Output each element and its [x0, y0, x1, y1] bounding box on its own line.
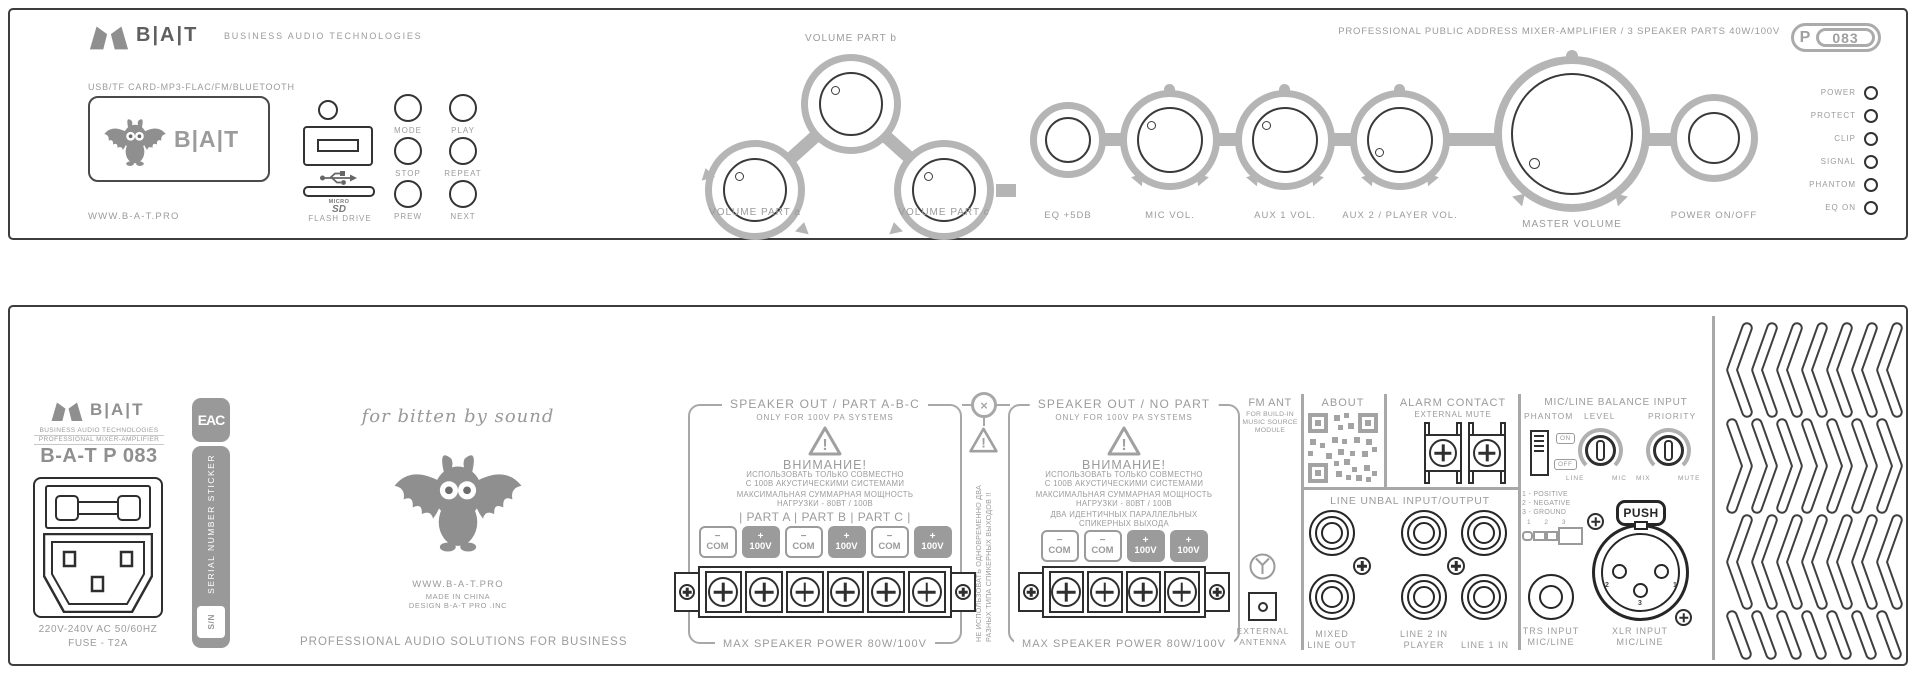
- warning-triangle-icon: [807, 425, 843, 457]
- signal-led: [1864, 155, 1878, 169]
- voltage-rating: 220V-240V AC 50/60HZ: [38, 624, 158, 635]
- eq-on-led: [1864, 201, 1878, 215]
- about-title: ABOUT: [1321, 397, 1365, 409]
- badge-prefix: P: [1799, 28, 1811, 46]
- panel-screw: [1675, 609, 1692, 626]
- protect-led: [1864, 109, 1878, 123]
- xlr-latch-notch: [1634, 521, 1648, 530]
- xlr-pin2-legend: 2 - NEGATIVE: [1522, 500, 1571, 507]
- trs-input-jack[interactable]: [1528, 574, 1574, 620]
- xlr-input-label2: MIC/LINE: [1616, 637, 1664, 647]
- aux2-vol-knob[interactable]: [1367, 107, 1433, 173]
- trs-plug-diagram: [1522, 527, 1584, 545]
- mixed-label: MIXED: [1315, 629, 1349, 639]
- made-in: MADE IN CHINA: [425, 592, 491, 601]
- terminal-100v[interactable]: + 100V: [1127, 530, 1165, 562]
- speaker-abc-max-power: MAX SPEAKER POWER 80W/100V: [715, 638, 935, 650]
- rear-brand-name: B|A|T: [90, 400, 145, 419]
- volume-part-c-label: VOLUME PART c: [898, 207, 990, 218]
- priority-mute-label: MUTE: [1678, 475, 1701, 482]
- speaker-np-warn-5: ДВА ИДЕНТИЧНЫХ ПАРАЛЛЕЛЬНЫХ: [1050, 510, 1198, 519]
- model-badge: [1791, 23, 1881, 52]
- line2-in-jack[interactable]: [1401, 574, 1447, 620]
- next-button-label: NEXT: [450, 212, 476, 221]
- speaker-np-warn-2: С 100В АКУСТИЧЕСКИМИ СИСТЕМАМИ: [1044, 479, 1204, 488]
- rear-brand-line1: BUSINESS AUDIO TECHNOLOGIES: [34, 427, 164, 436]
- knob-indicator: [1375, 148, 1384, 157]
- speaker-abc-subtitle: ONLY FOR 100V PA SYSTEMS: [756, 413, 894, 422]
- player-label: PLAYER: [1403, 640, 1445, 650]
- knob-indicator: [735, 172, 744, 181]
- xlr-pin3-legend: 3 - GROUND: [1522, 509, 1567, 516]
- warning-triangle-icon: [1106, 425, 1142, 457]
- eq-label: EQ +5DB: [1044, 210, 1092, 221]
- speaker-abc-warn-3: МАКСИМАЛЬНАЯ СУММАРНАЯ МОЩНОСТЬ: [736, 490, 914, 499]
- master-volume-knob[interactable]: [1511, 73, 1633, 195]
- antenna-icon: [1249, 553, 1276, 580]
- bat-wings-logo-icon: [88, 24, 130, 50]
- xlr-input-connector[interactable]: [1592, 524, 1689, 621]
- ring-top-dot: [1279, 84, 1290, 95]
- strip-end-tab: [1204, 572, 1230, 612]
- external-antenna-label1: EXTERNAL: [1236, 626, 1290, 636]
- usb-port[interactable]: [303, 126, 373, 166]
- divider: [1301, 394, 1304, 650]
- flash-drive-label: FLASH DRIVE: [308, 214, 372, 223]
- bat-mascot-icon: [102, 108, 168, 170]
- alarm-terminal[interactable]: [1424, 422, 1462, 484]
- sn-box: S/N: [197, 606, 225, 638]
- knob-indicator: [831, 86, 840, 95]
- website-url: WWW.B-A-T.PRO: [88, 211, 180, 222]
- phantom-off-label: OFF: [1554, 459, 1577, 470]
- level-mic-label: MIC: [1612, 475, 1627, 482]
- play-button-label: PLAY: [451, 126, 475, 135]
- eq-knob[interactable]: [1045, 117, 1091, 163]
- warning-triangle-icon: [968, 426, 999, 454]
- rear-footer: PROFESSIONAL AUDIO SOLUTIONS FOR BUSINESS: [300, 636, 628, 648]
- led-protect-label: PROTECT: [1810, 111, 1856, 120]
- play-button[interactable]: [449, 94, 477, 122]
- knob-indicator: [924, 172, 933, 181]
- ring-top-dot: [1394, 84, 1405, 95]
- terminal-com[interactable]: − COM: [1041, 530, 1079, 562]
- clip-led: [1864, 132, 1878, 146]
- aux1-vol-label: AUX 1 VOL.: [1254, 210, 1316, 221]
- serial-sticker-text: SERIAL NUMBER STICKER: [206, 454, 216, 594]
- line1-in-jack[interactable]: [1461, 574, 1507, 620]
- terminal-100v[interactable]: + 100V: [1170, 530, 1208, 562]
- prev-button[interactable]: [394, 180, 422, 208]
- fm-ant-title: FM ANT: [1248, 397, 1292, 409]
- player-source-label: USB/TF CARD-MP3-FLAC/FM/BLUETOOTH: [88, 82, 295, 92]
- mode-button-label: MODE: [394, 126, 422, 135]
- micro-sd-label-micro: MICRO: [328, 199, 350, 205]
- display-brand: B|A|T: [174, 126, 240, 152]
- panel-screw: [1587, 513, 1604, 530]
- eac-mark: EAC: [192, 398, 230, 442]
- alarm-terminal[interactable]: [1468, 422, 1506, 484]
- level-label: LEVEL: [1584, 411, 1616, 421]
- stop-button[interactable]: [394, 137, 422, 165]
- speaker-np-title: SPEAKER OUT / NO PART: [1030, 397, 1219, 411]
- speaker-np-terminal-tags: [1008, 530, 1240, 562]
- aux2-vol-label: AUX 2 / PLAYER VOL.: [1342, 210, 1458, 221]
- volume-part-b-label: VOLUME PART b: [805, 33, 897, 44]
- bat-mascot-icon: [390, 432, 526, 560]
- brand-tagline: BUSINESS AUDIO TECHNOLOGIES: [224, 31, 423, 41]
- terminal-com[interactable]: − COM: [871, 526, 909, 558]
- xlr-push-latch[interactable]: PUSH: [1616, 500, 1666, 526]
- player-display: [88, 96, 270, 182]
- volume-part-b-knob[interactable]: [819, 72, 883, 136]
- micline-title: MIC/LINE BALANCE INPUT: [1544, 397, 1688, 408]
- speaker-abc-warn-1: ИСПОЛЬЗОВАТЬ ТОЛЬКО СОВМЕСТНО: [746, 470, 904, 479]
- bat-wings-logo-icon: [50, 398, 84, 424]
- priority-pot-slot: [1664, 440, 1673, 461]
- usb-icon: [319, 170, 359, 186]
- alarm-contact-title: ALARM CONTACT: [1399, 397, 1507, 409]
- knob-indicator: [1147, 121, 1156, 130]
- ring-top-dot: [1164, 84, 1175, 95]
- power-led: [1864, 86, 1878, 100]
- micro-sd-logo: SD: [332, 204, 346, 215]
- phantom-on-label: ON: [1556, 433, 1575, 444]
- mode-button[interactable]: [394, 94, 422, 122]
- led-signal-label: SIGNAL: [1820, 157, 1856, 166]
- knob-indicator: [1529, 158, 1540, 169]
- rear-model: B-A-T P 083: [40, 445, 158, 467]
- fm-ant-line3: MODULE: [1254, 427, 1286, 434]
- fm-ant-line1: FOR BUILD-IN: [1246, 411, 1294, 418]
- speaker-abc-title: SPEAKER OUT / PART A-B-C: [722, 397, 928, 411]
- volume-part-a-label: VOLUME PART a: [709, 207, 801, 218]
- terminal-100v[interactable]: + 100V: [828, 526, 866, 558]
- mixed-line-out-jack[interactable]: [1309, 510, 1355, 556]
- xlr-pin1-legend: 1 - POSITIVE: [1522, 491, 1568, 498]
- strip-end-tab: [674, 572, 700, 612]
- external-antenna-label2: ANTENNA: [1239, 637, 1287, 647]
- speaker-np-warn-3: МАКСИМАЛЬНАЯ СУММАРНАЯ МОЩНОСТЬ: [1035, 490, 1213, 499]
- line2-in-jack[interactable]: [1401, 510, 1447, 556]
- speaker-np-warn-4: НАГРУЗКИ - 80ВТ / 100В: [1075, 499, 1173, 508]
- priority-mix-label: MIX: [1636, 475, 1651, 482]
- strip-end-tab: [1018, 572, 1044, 612]
- led-clip-label: CLIP: [1834, 134, 1856, 143]
- knob-link: [1443, 133, 1501, 146]
- power-label: POWER ON/OFF: [1670, 210, 1758, 221]
- knob-indicator: [1262, 121, 1271, 130]
- mic-vol-label: MIC VOL.: [1145, 210, 1195, 221]
- trs-input-label2: MIC/LINE: [1527, 637, 1575, 647]
- divider-warning-text: НЕ ИСПОЛЬЗОВАТЬ ОДНОВРЕМЕННО ДВА РАЗНЫХ ТИПА СПИКЕРНЫХ ВЫХОДОВ !!: [973, 485, 993, 642]
- terminal-100v[interactable]: + 100V: [742, 526, 780, 558]
- panel-screw: [1447, 557, 1465, 575]
- speaker-np-subtitle: ONLY FOR 100V PA SYSTEMS: [1055, 413, 1193, 422]
- iec-socket[interactable]: [43, 533, 153, 613]
- terminal-com[interactable]: − COM: [785, 526, 823, 558]
- speaker-np-terminal-strip[interactable]: [1042, 566, 1206, 618]
- speaker-abc-terminal-strip[interactable]: [698, 566, 952, 618]
- repeat-button-label: REPEAT: [444, 169, 482, 178]
- speaker-abc-warn-4: НАГРУЗКИ - 80ВТ / 100В: [776, 499, 874, 508]
- panel-screw: [1353, 557, 1371, 575]
- ir-sensor: [318, 100, 338, 120]
- speaker-np-max-power: MAX SPEAKER POWER 80W/100V: [1014, 638, 1234, 650]
- antenna-connector[interactable]: [1248, 592, 1277, 621]
- xlr-pin3-number: 3: [1638, 600, 1642, 607]
- level-line-label: LINE: [1566, 475, 1585, 482]
- level-pot-slot: [1596, 440, 1605, 461]
- line-out-label: LINE OUT: [1307, 640, 1357, 650]
- xlr-input-label1: XLR INPUT: [1611, 626, 1668, 636]
- trs-input-label1: TRS INPUT: [1522, 626, 1580, 636]
- speaker-abc-terminal-tags: [688, 526, 962, 558]
- do-not-combine-icon: ×: [971, 392, 997, 418]
- speaker-abc-parts-row: | PART A | PART B | PART C |: [739, 510, 911, 524]
- micro-sd-slot[interactable]: [303, 186, 375, 197]
- divider: [1302, 487, 1518, 490]
- rear-website: WWW.B-A-T.PRO: [412, 579, 504, 590]
- stop-button-label: STOP: [395, 169, 421, 178]
- xlr-pin1-number: 1: [1673, 582, 1677, 589]
- terminal-com[interactable]: − COM: [699, 526, 737, 558]
- line1-in-label: LINE 1 IN: [1460, 640, 1509, 650]
- design-credit: DESIGN B-A-T PRO .INC: [408, 601, 508, 610]
- master-volume-label: MASTER VOLUME: [1522, 219, 1622, 230]
- priority-label: PRIORITY: [1648, 411, 1697, 421]
- speaker-abc-warn-title: ВНИМАНИЕ!: [783, 458, 867, 472]
- fuse-rating: FUSE - T2A: [68, 638, 128, 649]
- brand-name: B|A|T: [136, 24, 199, 46]
- divider: [1518, 394, 1521, 650]
- slogan: for bitten by sound: [361, 406, 555, 427]
- vent-grille: [1722, 314, 1912, 662]
- terminal-com[interactable]: − COM: [1084, 530, 1122, 562]
- phantom-label: PHANTOM: [1524, 411, 1574, 421]
- power-button[interactable]: [1688, 112, 1740, 164]
- divider: [1712, 316, 1715, 660]
- repeat-button[interactable]: [449, 137, 477, 165]
- prev-button-label: PREW: [394, 212, 422, 221]
- next-button[interactable]: [449, 180, 477, 208]
- phantom-led: [1864, 178, 1878, 192]
- fm-ant-line2: MUSIC SOURCE: [1242, 419, 1298, 426]
- speaker-abc-warn-2: С 100В АКУСТИЧЕСКИМИ СИСТЕМАМИ: [745, 479, 905, 488]
- line-unbal-title: LINE UNBAL INPUT/OUTPUT: [1330, 495, 1490, 507]
- speaker-np-warn-1: ИСПОЛЬЗОВАТЬ ТОЛЬКО СОВМЕСТНО: [1045, 470, 1203, 479]
- qr-code: [1308, 413, 1378, 483]
- terminal-100v[interactable]: + 100V: [914, 526, 952, 558]
- speaker-np-warn-6: СПИКЕРНЫХ ВЫХОДА: [1079, 519, 1169, 528]
- xlr-pin2-number: 2: [1605, 582, 1609, 589]
- led-phantom-label: PHANTOM: [1809, 180, 1856, 189]
- ac-inlet[interactable]: [33, 477, 163, 618]
- rear-brand-line2: PROFESSIONAL MIXER-AMPLIFIER: [34, 436, 164, 445]
- phantom-switch[interactable]: [1530, 430, 1549, 476]
- external-mute-label: EXTERNAL MUTE: [1414, 410, 1492, 419]
- mixed-line-out-jack[interactable]: [1309, 574, 1355, 620]
- led-power-label: POWER: [1820, 88, 1856, 97]
- aux1-vol-knob[interactable]: [1252, 107, 1318, 173]
- model-line: PROFESSIONAL PUBLIC ADDRESS MIXER-AMPLIFIER / 3 SPEAKER PARTS 40W/100V: [1338, 26, 1780, 37]
- line2-in-label: LINE 2 IN: [1399, 629, 1448, 639]
- fuse-holder[interactable]: [45, 485, 151, 529]
- badge-number: 083: [1816, 28, 1875, 47]
- ring-top-dot: [1566, 50, 1578, 62]
- mic-vol-knob[interactable]: [1137, 107, 1203, 173]
- knob-link: [996, 184, 1016, 197]
- led-eq-on-label: EQ ON: [1825, 203, 1856, 212]
- trs-diagram-numbers: 1 2 3: [1527, 519, 1572, 526]
- speaker-np-warn-title: ВНИМАНИЕ!: [1082, 458, 1166, 472]
- line1-in-jack[interactable]: [1461, 510, 1507, 556]
